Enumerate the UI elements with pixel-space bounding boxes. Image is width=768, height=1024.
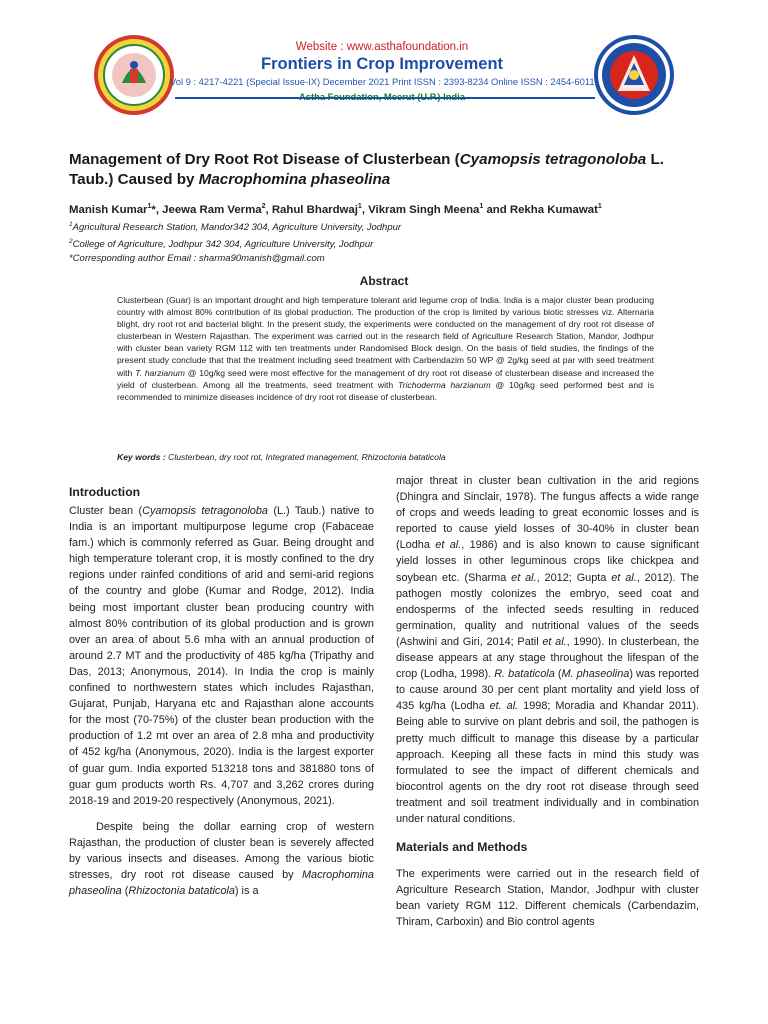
author-list: Manish Kumar$^1$*, Jeewa Ram Verma$^2$, Rahul Bhardwaj$^1$, Vikram Singh Meena$^1$ and Rekha Kumawat$^1$ [69, 203, 602, 216]
paragraph: Cluster bean (Cyamopsis tetragonoloba (L.) Taub.) native to India is an important multipurpose legume crop (Fabaceae fam.) which is commonly referred as Guar. Being drought and high temperature tolerant crop, it is mostly confined to the dry regions under rainfed conditions of arid and semi-arid regions of the country and globe (Kumar and Rodge, 2012). India being most important cluster bean producing country with almost 80% contribution of its global production and is grown over an area of about 5.6 mha with an annual production of around 2.7 MT and the productivity of 485 kg/ha (Tripathy and Das, 2013; Anonymous, 2014). In India the crop is mainly confined to northwestern states which includes Rajasthan, Gujarat, Punjab, Haryana etc and Rajasthan alone accounts for the most (70-75%) of the cluster bean production with the production of 1.2 mt over an area of 2.8 mha and productivity of 452 kg/ha (Anonymous, 2020). India is the largest exporter of guar gum. India exported 513218 tons and 381880 tons of guar gum products worth Rs. 4,707 and 3,262 crores during 2018-19 and 2019-20 respectively (Anonymous, 2021). [69, 505, 375, 807]
astha-foundation-seal-logo [92, 33, 176, 117]
header-rule [175, 97, 595, 99]
affiliation: $^2$College of Agriculture, Jodhpur 342 304, Agriculture University, Jodhpur [69, 238, 374, 251]
journal-masthead [170, 40, 594, 103]
abstract-text: Clusterbean (Guar) is an important drought and high temperature tolerant arid legume crop of India. India is a major cluster bean producing country with almost 80% contribution of its global production. The production of the crop is limited by various biotic stresses viz. Alternaria blight, dry root rot and bacterial blight. In the present study, the experiments were conducted on the management of dry root rot disease of clusterbean in Western Rajasthan. The experiment was carried out in the research field of Agriculture Research Station, Mandor, Jodhpur with cluster bean variety RGM 112 with ten treatments under Randomised Block design. On the basis of field studies, the findings of the present study conclude that that the treatment including seed treatment with Carbendazim 50 WP @ 2g/kg seed at par with seed treatment with T. harzianum @ 10g/kg seed were most effective for the management of dry root rot disease of clusterbean disease and increased the yield of clusterbean. Among all the treatments, seed treatment with Trichoderma harzianum @ 10g/kg seed performed best and is recommended to minimize diseases incidence of dry root rot disease of clusterbean. [117, 295, 655, 402]
paragraph: The experiments were carried out in the research field of Agriculture Research Station, Mandor, Jodhpur with cluster bean variety RGM 112. Different chemicals (Carbendazim, Thiram, Carboxin) and Bio control agents [396, 868, 699, 929]
journal-title: Frontiers in Crop Improvement [260, 55, 504, 73]
keywords: Key words : Clusterbean, dry root rot, Integrated management, Rhizoctonia bataticola [117, 452, 446, 462]
abstract-heading: Abstract [359, 274, 409, 288]
astha-foundation-emblem-logo [592, 33, 676, 117]
affiliation: $^1$Agricultural Research Station, Mandor342 304, Agriculture University, Jodhpur [69, 221, 402, 234]
author-name: Manish Kumar [69, 203, 148, 216]
article-title: Management of Dry Root Rot Disease of Clusterbean (Cyamopsis tetragonoloba L. Taub.) Caused by Macrophomina phaseolina [69, 151, 664, 188]
website-link[interactable]: Website : www.asthafoundation.in [295, 41, 469, 53]
paragraph: Despite being the dollar earning crop of western Rajasthan, the production of cluster bean is severely affected by various insects and diseases. Among the various biotic stresses, dry root rot disease caused by Macrophomina phaseolina (Rhizoctonia bataticola) is a [69, 820, 374, 898]
author-name: Rahul Bhardwaj [271, 203, 358, 216]
materials-methods-heading: Materials and Methods [396, 840, 528, 855]
introduction-heading: Introduction [69, 485, 141, 499]
author-name: Vikram Singh Meena [368, 203, 480, 216]
author-name: Jeewa Ram Verma [162, 203, 262, 216]
paragraph: major threat in cluster bean cultivation in the arid regions (Dhingra and Sinclair, 1978). The fungus affects a wide range of crops and weeds leading to great economic losses and is reported to cause yield losses of 30-40% in cluster bean (Lodha et al., 1986) and is also known to cause significant yield losses in other leguminous crops like chickpea and soybean etc. (Sharma et al., 2012; Gupta et al., 2012). The pathogen mostly colonizes the embryo, seed coat and endosperms of the infected seeds resulting in reduced germination, quality and nutritional values of the seeds (Ashwini and Giri, 2014; Patil et al., 1990). In clusterbean, the disease appears at any stage throughout the lifespan of the crop (Lodha, 1998). R. bataticola (M. phaseolina) was reported to cause around 30 per cent plant mortality and yield loss of 435 kg/ha (Lodha et. al. 1998; Moradia and Khandar 2011). Being able to survive on plant debris and soil, the pathogen is pretty much difficult to manage this disease by a particular approach. Keeping all these facts in mind this study was formulated to see the impact of different chemicals and biocontrol agents on the dry root rot disease through seed treatment and soil treatment individually and in combination under natural conditions. [396, 475, 699, 825]
right-column [396, 473, 699, 930]
volume-issn-line: Vol 9 : 4217-4221 (Special Issue-IX) December 2021 Print ISSN : 2393-8234 Online ISSN : 2454-6011 [170, 76, 595, 87]
corresponding-author-email: *Corresponding author Email : sharma90manish@gmail.com [69, 253, 325, 264]
left-column [69, 503, 374, 899]
author-name: Rekha Kumawat [509, 203, 598, 216]
